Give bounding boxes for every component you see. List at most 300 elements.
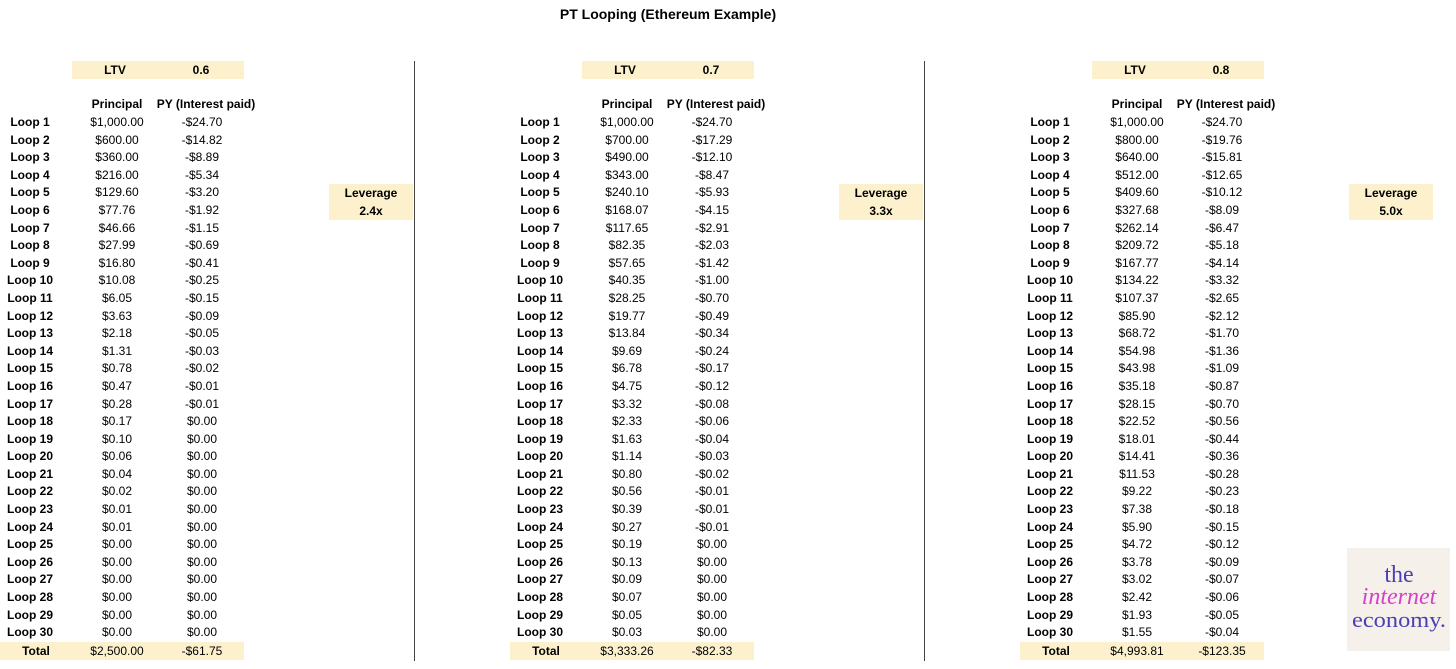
- principal-header: Principal: [91, 97, 143, 111]
- py-cell: -$0.44: [1204, 431, 1240, 446]
- principal-cell: $3.32: [611, 396, 643, 411]
- py-cell: -$1.09: [1204, 361, 1240, 376]
- principal-cell: $0.02: [101, 484, 133, 499]
- loop-label: Loop 7: [1030, 220, 1070, 235]
- principal-cell: $43.98: [1118, 361, 1156, 376]
- principal-cell: $409.60: [1115, 185, 1159, 200]
- principal-cell: $77.76: [98, 202, 136, 217]
- table-row: [510, 149, 770, 167]
- py-cell: -$0.01: [184, 378, 220, 393]
- py-cell: $0.00: [186, 414, 218, 429]
- table-row: [1020, 466, 1280, 484]
- py-cell: -$0.70: [694, 290, 730, 305]
- py-header: PY (Interest paid): [1176, 97, 1276, 111]
- py-cell: -$3.20: [184, 185, 220, 200]
- loop-label: Loop 22: [1026, 484, 1073, 499]
- py-cell: -$2.91: [694, 220, 730, 235]
- py-cell: -$8.47: [694, 167, 730, 182]
- ltv-header: [72, 61, 244, 79]
- loop-label: Loop 12: [6, 308, 53, 323]
- principal-cell: $10.08: [98, 273, 136, 288]
- loop-label: Loop 26: [516, 554, 563, 569]
- py-cell: $0.00: [696, 590, 728, 605]
- total-py: -$82.33: [691, 644, 733, 658]
- py-cell: $0.00: [186, 572, 218, 587]
- principal-cell: $46.66: [98, 220, 136, 235]
- loop-label: Loop 29: [6, 607, 53, 622]
- loop-label: Loop 8: [10, 238, 50, 253]
- py-cell: -$24.70: [691, 115, 733, 129]
- py-cell: -$0.36: [1204, 449, 1240, 464]
- py-cell: -$17.29: [691, 132, 733, 147]
- principal-cell: $490.00: [605, 150, 649, 165]
- loop-label: Loop 3: [520, 150, 560, 165]
- loop-label: Loop 11: [1027, 290, 1073, 305]
- principal-cell: $68.72: [1118, 326, 1156, 341]
- loop-label: Loop 11: [517, 290, 563, 305]
- ltv-value: 0.6: [192, 63, 210, 77]
- total-label: Total: [1042, 644, 1070, 658]
- table-row: [510, 589, 770, 607]
- py-cell: -$15.81: [1201, 150, 1243, 165]
- table-row: [510, 114, 770, 132]
- loop-label: Loop 30: [1026, 625, 1073, 640]
- table-row: [0, 571, 260, 589]
- table-row: [1020, 483, 1280, 501]
- principal-cell: $167.77: [1115, 255, 1159, 270]
- py-cell: -$0.09: [1204, 554, 1240, 569]
- principal-cell: $600.00: [95, 132, 139, 147]
- py-cell: -$0.70: [1204, 396, 1240, 411]
- py-cell: -$0.05: [1204, 607, 1240, 622]
- table-row: [0, 290, 260, 308]
- table-row: [510, 202, 770, 220]
- principal-cell: $0.06: [101, 449, 133, 464]
- ltv-label: LTV: [614, 63, 636, 77]
- table-row: [1020, 255, 1280, 273]
- py-cell: -$0.49: [694, 308, 730, 323]
- loop-label: Loop 13: [516, 326, 563, 341]
- principal-cell: $14.41: [1118, 449, 1156, 464]
- py-cell: -$0.24: [694, 343, 730, 358]
- principal-cell: $0.28: [101, 396, 133, 411]
- py-cell: $0.00: [696, 554, 728, 569]
- loop-table: [0, 114, 260, 642]
- py-cell: -$5.18: [1204, 238, 1240, 253]
- py-cell: -$24.70: [181, 115, 223, 129]
- table-row: [0, 448, 260, 466]
- logo-line-1: the: [1384, 562, 1414, 588]
- table-row: [1020, 536, 1280, 554]
- principal-cell: $512.00: [1115, 167, 1159, 182]
- py-cell: -$6.47: [1204, 220, 1240, 235]
- py-cell: -$0.06: [1204, 590, 1240, 605]
- loop-label: Loop 25: [6, 537, 53, 552]
- principal-cell: $9.22: [1121, 484, 1153, 499]
- loop-label: Loop 3: [1030, 150, 1070, 165]
- py-cell: -$8.89: [184, 150, 220, 165]
- py-cell: -$0.05: [184, 326, 220, 341]
- table-row: [510, 466, 770, 484]
- principal-cell: $168.07: [605, 202, 649, 217]
- table-row: [1020, 519, 1280, 537]
- table-row: [1020, 237, 1280, 255]
- loop-label: Loop 26: [1026, 554, 1073, 569]
- loop-label: Loop 19: [1026, 431, 1073, 446]
- loop-label: Loop 20: [516, 449, 563, 464]
- principal-cell: $18.01: [1118, 431, 1156, 446]
- ltv-header: [1092, 61, 1264, 79]
- table-row: [510, 378, 770, 396]
- py-cell: -$0.17: [694, 361, 730, 376]
- total-principal: $2,500.00: [90, 644, 144, 658]
- py-cell: $0.00: [186, 607, 218, 622]
- principal-cell: $1.63: [611, 431, 643, 446]
- loop-label: Loop 21: [1026, 466, 1073, 481]
- py-cell: $0.00: [186, 625, 218, 640]
- principal-header: Principal: [601, 97, 653, 111]
- py-cell: -$1.00: [694, 273, 730, 288]
- py-cell: -$2.65: [1204, 290, 1240, 305]
- py-cell: -$0.07: [1204, 572, 1240, 587]
- principal-cell: $54.98: [1118, 343, 1156, 358]
- principal-cell: $82.35: [608, 238, 646, 253]
- table-row: [1020, 360, 1280, 378]
- total-row: [0, 642, 244, 660]
- loop-label: Loop 13: [6, 326, 53, 341]
- py-cell: -$0.34: [694, 326, 730, 341]
- column-divider: [924, 61, 925, 661]
- py-cell: -$5.34: [184, 167, 220, 182]
- loop-label: Loop 27: [6, 572, 53, 587]
- py-cell: -$0.02: [694, 466, 730, 481]
- loop-table: [1020, 114, 1280, 642]
- logo-graphic: [1347, 548, 1450, 651]
- table-row: [1020, 396, 1280, 414]
- table-row: [0, 501, 260, 519]
- py-cell: -$0.01: [694, 519, 730, 534]
- py-cell: -$0.09: [184, 308, 220, 323]
- table-row: [0, 466, 260, 484]
- table-row: [1020, 167, 1280, 185]
- table-row: [0, 272, 260, 290]
- table-row: [1020, 308, 1280, 326]
- loop-label: Loop 1: [10, 115, 50, 129]
- loop-table: [510, 114, 770, 642]
- loop-label: Loop 8: [1030, 238, 1070, 253]
- principal-header: Principal: [1111, 97, 1163, 111]
- loop-label: Loop 15: [6, 361, 53, 376]
- principal-cell: $2.33: [611, 414, 643, 429]
- total-row: [1020, 642, 1264, 660]
- table-row: [0, 536, 260, 554]
- total-principal: $3,333.26: [600, 644, 654, 658]
- loop-label: Loop 15: [516, 361, 563, 376]
- py-cell: -$0.03: [694, 449, 730, 464]
- table-row: [510, 554, 770, 572]
- principal-cell: $0.00: [101, 607, 133, 622]
- table-row: [510, 396, 770, 414]
- table-row: [1020, 325, 1280, 343]
- table-row: [1020, 589, 1280, 607]
- py-cell: -$0.23: [1204, 484, 1240, 499]
- total-principal: $4,993.81: [1110, 644, 1164, 658]
- table-row: [0, 607, 260, 625]
- py-cell: -$12.10: [691, 150, 733, 165]
- loop-label: Loop 14: [6, 343, 53, 358]
- table-row: [0, 378, 260, 396]
- principal-cell: $22.52: [1118, 414, 1156, 429]
- table-row: [1020, 624, 1280, 642]
- leverage-value: 3.3x: [869, 204, 893, 218]
- table-row: [510, 519, 770, 537]
- loop-label: Loop 4: [1030, 167, 1070, 182]
- principal-cell: $0.05: [611, 607, 643, 622]
- py-cell: -$1.92: [184, 202, 220, 217]
- principal-cell: $85.90: [1118, 308, 1156, 323]
- loop-label: Loop 21: [6, 466, 53, 481]
- loop-label: Loop 22: [516, 484, 563, 499]
- table-row: [510, 167, 770, 185]
- table-row: [510, 624, 770, 642]
- principal-cell: $0.01: [101, 502, 133, 517]
- ltv-value: 0.7: [702, 63, 720, 77]
- table-row: [1020, 413, 1280, 431]
- principal-cell: $1,000.00: [1110, 115, 1164, 129]
- ltv-panel-2: [510, 0, 1010, 669]
- loop-label: Loop 9: [1030, 255, 1070, 270]
- principal-cell: $0.00: [101, 554, 133, 569]
- table-row: [0, 220, 260, 238]
- loop-label: Loop 19: [6, 431, 53, 446]
- py-cell: -$2.12: [1204, 308, 1240, 323]
- table-row: [1020, 272, 1280, 290]
- loop-label: Loop 28: [1026, 590, 1073, 605]
- table-row: [510, 431, 770, 449]
- table-row: [1020, 571, 1280, 589]
- table-row: [0, 237, 260, 255]
- py-cell: -$0.87: [1204, 378, 1240, 393]
- loop-label: Loop 14: [516, 343, 563, 358]
- leverage-label: Leverage: [1364, 186, 1418, 200]
- principal-cell: $13.84: [608, 326, 646, 341]
- py-cell: -$0.08: [694, 396, 730, 411]
- table-row: [510, 571, 770, 589]
- loop-label: Loop 16: [516, 378, 563, 393]
- principal-cell: $27.99: [98, 238, 136, 253]
- py-cell: -$12.65: [1201, 167, 1243, 182]
- py-cell: $0.00: [186, 590, 218, 605]
- py-cell: -$4.14: [1204, 255, 1240, 270]
- py-cell: $0.00: [186, 554, 218, 569]
- loop-label: Loop 20: [6, 449, 53, 464]
- table-row: [510, 607, 770, 625]
- total-py: -$61.75: [181, 644, 223, 658]
- loop-label: Loop 13: [1026, 326, 1073, 341]
- principal-cell: $7.38: [1121, 502, 1153, 517]
- py-cell: -$0.03: [184, 343, 220, 358]
- principal-cell: $0.39: [611, 502, 643, 517]
- py-cell: -$0.12: [694, 378, 730, 393]
- py-cell: -$2.03: [694, 238, 730, 253]
- leverage-label: Leverage: [344, 186, 398, 200]
- principal-cell: $327.68: [1115, 202, 1159, 217]
- loop-label: Loop 17: [6, 396, 53, 411]
- loop-label: Loop 30: [516, 625, 563, 640]
- table-row: [1020, 132, 1280, 150]
- py-cell: -$0.28: [1204, 466, 1240, 481]
- loop-label: Loop 23: [516, 502, 563, 517]
- py-cell: $0.00: [696, 607, 728, 622]
- principal-cell: $216.00: [95, 167, 139, 182]
- py-header: PY (Interest paid): [666, 97, 766, 111]
- loop-label: Loop 27: [516, 572, 563, 587]
- principal-cell: $1.93: [1121, 607, 1153, 622]
- loop-label: Loop 24: [6, 519, 53, 534]
- principal-cell: $0.00: [101, 590, 133, 605]
- principal-cell: $0.56: [611, 484, 643, 499]
- principal-cell: $0.19: [611, 537, 643, 552]
- ltv-header: [582, 61, 754, 79]
- py-cell: -$0.56: [1204, 414, 1240, 429]
- table-row: [1020, 343, 1280, 361]
- table-row: [0, 202, 260, 220]
- py-cell: -$0.04: [694, 431, 730, 446]
- principal-cell: $262.14: [1115, 220, 1159, 235]
- py-cell: $0.00: [696, 625, 728, 640]
- loop-label: Loop 2: [1030, 132, 1070, 147]
- table-row: [1020, 554, 1280, 572]
- principal-cell: $0.00: [101, 537, 133, 552]
- principal-cell: $129.60: [95, 185, 139, 200]
- table-row: [0, 343, 260, 361]
- table-row: [1020, 448, 1280, 466]
- table-row: [0, 624, 260, 642]
- loop-label: Loop 23: [6, 502, 53, 517]
- principal-cell: $19.77: [608, 308, 646, 323]
- principal-cell: $343.00: [605, 167, 649, 182]
- py-cell: $0.00: [186, 537, 218, 552]
- loop-label: Loop 27: [1026, 572, 1073, 587]
- py-cell: -$3.32: [1204, 273, 1240, 288]
- principal-cell: $16.80: [98, 255, 136, 270]
- total-label: Total: [532, 644, 560, 658]
- principal-cell: $0.27: [611, 519, 643, 534]
- py-cell: -$0.69: [184, 238, 220, 253]
- principal-cell: $0.09: [611, 572, 643, 587]
- loop-label: Loop 28: [516, 590, 563, 605]
- logo-line-2: internet: [1361, 584, 1437, 610]
- table-row: [0, 114, 260, 132]
- loop-label: Loop 24: [1026, 519, 1073, 534]
- py-cell: $0.00: [186, 502, 218, 517]
- table-row: [0, 413, 260, 431]
- principal-cell: $117.65: [605, 220, 649, 235]
- table-row: [510, 501, 770, 519]
- loop-label: Loop 7: [10, 220, 50, 235]
- table-row: [510, 132, 770, 150]
- principal-cell: $0.80: [611, 466, 643, 481]
- table-row: [0, 360, 260, 378]
- py-cell: -$1.42: [694, 255, 730, 270]
- loop-label: Loop 9: [520, 255, 560, 270]
- loop-label: Loop 12: [516, 308, 563, 323]
- loop-label: Loop 29: [1026, 607, 1073, 622]
- ltv-value: 0.8: [1212, 63, 1230, 77]
- total-py: -$123.35: [1198, 644, 1246, 658]
- table-row: [0, 589, 260, 607]
- table-row: [0, 519, 260, 537]
- principal-cell: $9.69: [611, 343, 643, 358]
- loop-label: Loop 19: [516, 431, 563, 446]
- leverage-value: 5.0x: [1379, 204, 1403, 218]
- table-row: [510, 255, 770, 273]
- table-row: [1020, 202, 1280, 220]
- principal-cell: $6.05: [101, 290, 133, 305]
- loop-label: Loop 10: [516, 273, 563, 288]
- table-row: [510, 360, 770, 378]
- loop-label: Loop 21: [516, 466, 563, 481]
- loop-label: Loop 26: [6, 554, 53, 569]
- logo-line-3: economy.: [1352, 607, 1446, 632]
- loop-label: Loop 14: [1026, 343, 1073, 358]
- principal-cell: $0.10: [101, 431, 133, 446]
- leverage-box: [839, 184, 923, 220]
- ltv-label: LTV: [104, 63, 126, 77]
- table-row: [1020, 149, 1280, 167]
- loop-label: Loop 25: [1026, 537, 1073, 552]
- py-cell: -$14.82: [181, 132, 223, 147]
- leverage-box: [1349, 184, 1433, 220]
- table-row: [0, 149, 260, 167]
- py-cell: -$4.15: [694, 202, 730, 217]
- loop-label: Loop 3: [10, 150, 50, 165]
- principal-cell: $800.00: [1115, 132, 1159, 147]
- py-cell: $0.00: [696, 537, 728, 552]
- loop-label: Loop 17: [1026, 396, 1073, 411]
- loop-label: Loop 2: [10, 132, 50, 147]
- loop-label: Loop 4: [10, 167, 50, 182]
- loop-label: Loop 25: [516, 537, 563, 552]
- table-row: [510, 220, 770, 238]
- py-cell: -$0.15: [1204, 519, 1240, 534]
- loop-label: Loop 30: [6, 625, 53, 640]
- leverage-box: [329, 184, 413, 220]
- loop-label: Loop 8: [520, 238, 560, 253]
- column-divider: [414, 61, 415, 661]
- leverage-value: 2.4x: [359, 204, 383, 218]
- table-row: [0, 325, 260, 343]
- principal-cell: $0.78: [101, 361, 133, 376]
- loop-label: Loop 17: [516, 396, 563, 411]
- brand-logo: [1347, 548, 1450, 651]
- loop-label: Loop 5: [520, 185, 560, 200]
- py-cell: -$8.09: [1204, 202, 1240, 217]
- principal-cell: $11.53: [1119, 466, 1155, 481]
- py-cell: -$10.12: [1201, 185, 1243, 200]
- py-cell: -$24.70: [1201, 115, 1243, 129]
- principal-cell: $40.35: [608, 273, 646, 288]
- principal-cell: $0.47: [101, 378, 133, 393]
- principal-cell: $4.72: [1121, 537, 1153, 552]
- py-cell: $0.00: [186, 449, 218, 464]
- table-row: [510, 413, 770, 431]
- loop-label: Loop 10: [1026, 273, 1073, 288]
- table-row: [0, 396, 260, 414]
- table-row: [0, 167, 260, 185]
- loop-label: Loop 23: [1026, 502, 1073, 517]
- py-cell: -$0.25: [184, 273, 220, 288]
